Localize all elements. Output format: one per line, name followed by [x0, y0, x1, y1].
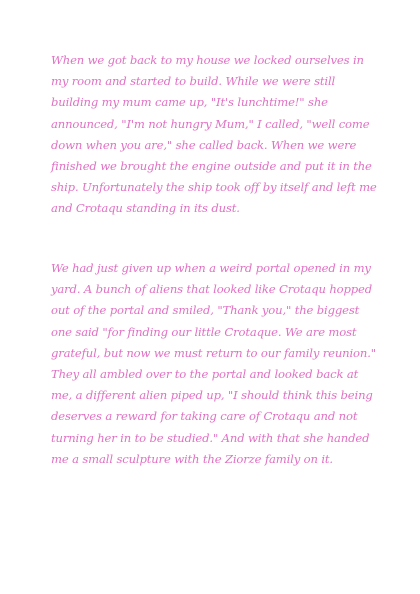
story-paragraph-2: We had just given up when a weird portal opened in my yard. A bunch of aliens that looked like Crotaqu hopped out of the portal and smiled, "Thank you," the biggest one said "for finding our little Crotaque. We are most grateful, but now we must return to our family reunion." They all ambled over to the portal and looked back at me, a different alien piped up, "I should think this being deserves a reward for taking care of Crotaqu and not turning her in to be studied." And with that she handed me a small sculpture with the Ziorze family on it.: [51, 261, 376, 466]
story-paragraph-1: When we got back to my house we locked ourselves in my room and started to build. While we were still building my mum came up, "It's lunchtime!" she announced, "I'm not hungry Mum," I called, "well come down when you are," she called back. When we were finished we brought the engine outside and put it in the ship. Unfortunately the ship took off by itself and left me and Crotaqu standing in its dust.: [51, 53, 377, 216]
